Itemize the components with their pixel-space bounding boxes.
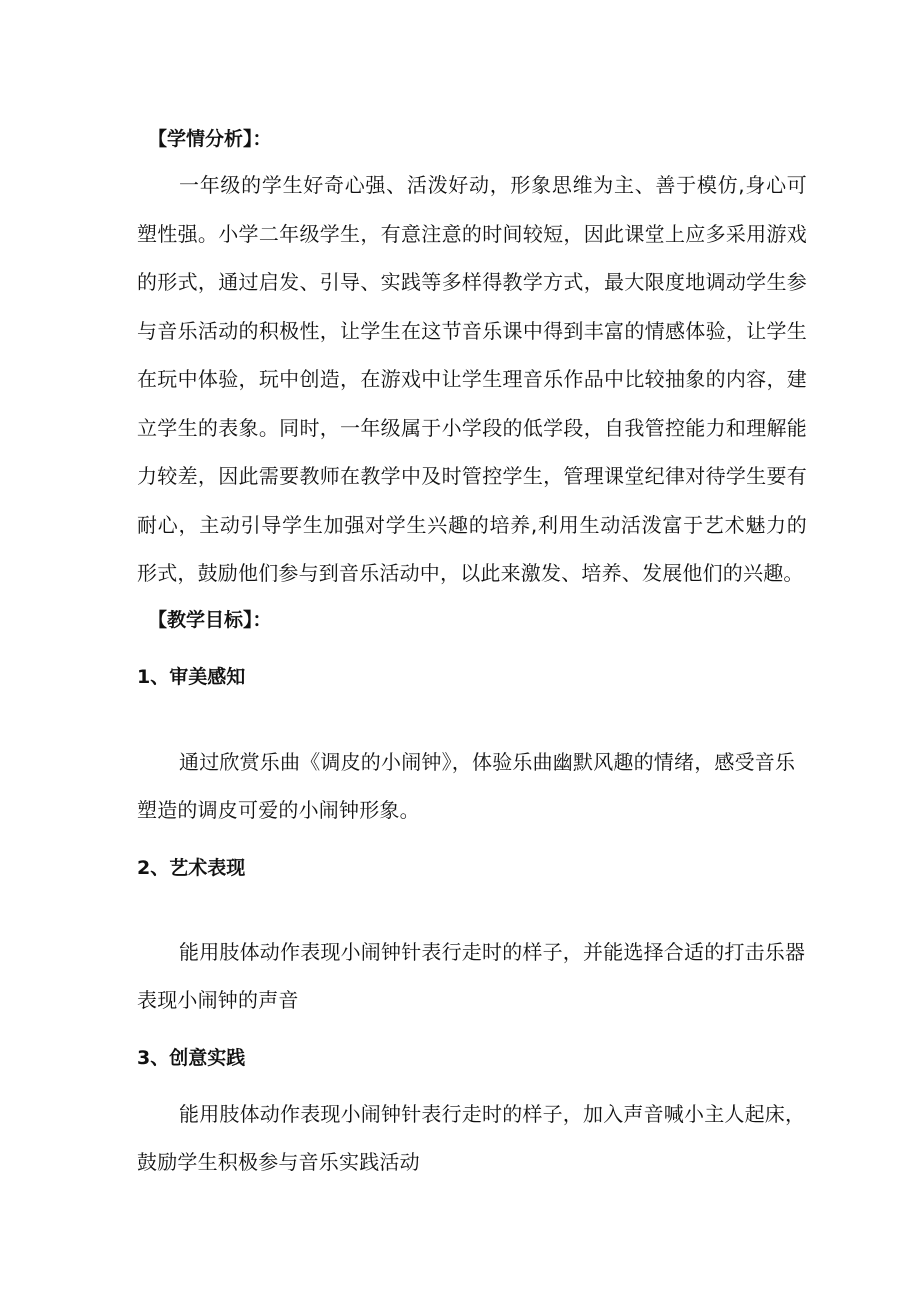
goal-2-paragraph: 能用肢体动作表现小闹钟针表行走时的样子，并能选择合适的打击乐器表现小闹钟的声音 (137, 940, 806, 1012)
goal-1-title: 1、审美感知 (137, 666, 246, 688)
goals-heading: 【教学目标】： (148, 609, 272, 631)
analysis-heading: 【学情分析】： (148, 128, 272, 150)
goal-2-title: 2、艺术表现 (137, 857, 246, 879)
goal-3-paragraph: 能用肢体动作表现小闹钟针表行走时的样子，加入声音喊小主人起床，鼓励学生积极参与音乐实践活动 (137, 1102, 806, 1174)
goal-1-paragraph: 通过欣赏乐曲《调皮的小闹钟》，体验乐曲幽默风趣的情绪，感受音乐塑造的调皮可爱的小闹钟形象。 (137, 750, 796, 822)
goal-3-title: 3、创意实践 (137, 1047, 246, 1069)
analysis-paragraph: 一年级的学生好奇心强、活泼好动，形象思维为主、善于模仿,身心可塑性强。小学二年级学生，有意注意的时间较短，因此课堂上应多采用游戏的形式，通过启发、引导、实践等多样得教学方式，最大限度地调动学生参与音乐活动的积极性，让学生在这节音乐课中得到丰富的情感体验，让学生在玩中体验，玩中创造，在游戏中让学生理音乐作品中比较抽象的内容，建立学生的表象。同时，一年级属于小学段的低学段，自我管控能力和理解能力较差，因此需要教师在教学中及时管控学生，管理课堂纪律对待学生要有耐心，主动引导学生加强对学生兴趣的培养,利用生动活泼富于艺术魅力的形式，鼓励他们参与到音乐活动中，以此来激发、培养、发展他们的兴趣。 (137, 173, 807, 585)
